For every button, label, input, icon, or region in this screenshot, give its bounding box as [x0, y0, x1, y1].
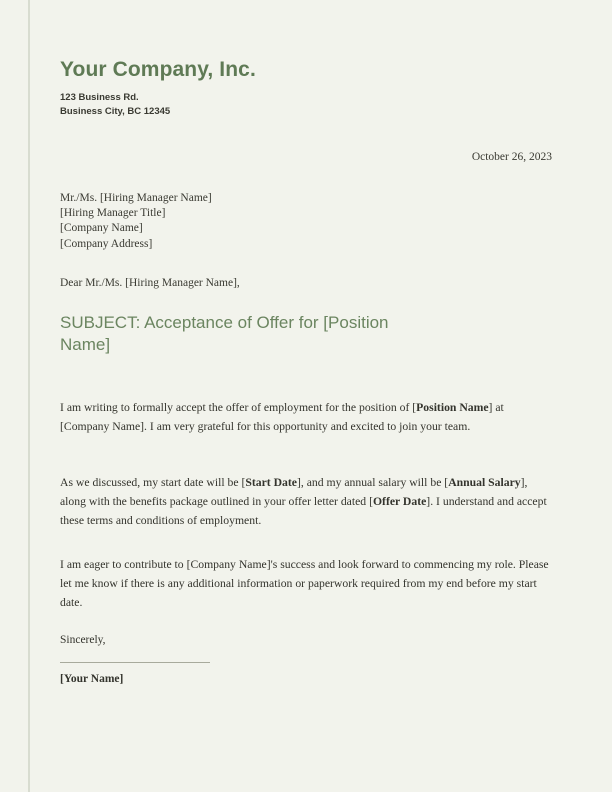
recipient-line-3: [Company Name] — [60, 222, 143, 235]
recipient-block — [60, 191, 560, 252]
signature-name: [Your Name] — [60, 672, 124, 685]
paragraph-3: I am eager to contribute to [Company Name]'s success and look forward to commencing my role. Please let me know if there is any additional information or paperwork required from my end before my start date. — [60, 557, 549, 609]
recipient-line-1: Mr./Ms. [Hiring Manager Name] — [60, 192, 212, 204]
closing-sincerely: Sincerely, — [60, 633, 106, 646]
paragraph-2-text-b: ], and my annual salary will be [ — [296, 475, 449, 489]
paragraph-1-text-a: I am writing to formally accept the offer of employment for the position of [ — [60, 400, 417, 414]
company-name: Your Company, Inc. — [60, 58, 256, 81]
company-address — [60, 91, 560, 119]
letter-date: October 26, 2023 — [471, 151, 552, 163]
paragraph-2-text-a: As we discussed, my start date will be [ — [60, 475, 246, 489]
subject-heading: SUBJECT: Acceptance of Offer for [Position Name] — [60, 312, 389, 354]
placeholder-annual-salary: Annual Salary — [448, 475, 521, 489]
paragraph-2-text-d: ]. I understand and accept these terms and conditions of employment. — [60, 494, 547, 527]
paragraph-1 — [60, 398, 550, 436]
placeholder-offer-date: Offer Date — [372, 494, 427, 508]
letter-content — [60, 0, 560, 685]
placeholder-start-date: Start Date — [245, 475, 297, 489]
salutation: Dear Mr./Ms. [Hiring Manager Name], — [60, 276, 240, 289]
recipient-line-4: [Company Address] — [60, 237, 153, 250]
company-address-line-2: Business City, BC 12345 — [60, 106, 171, 117]
signature-line — [60, 662, 210, 663]
paragraph-1-text-b: ] at [Company Name]. I am very grateful for this opportunity and excited to join your team. — [60, 400, 504, 433]
paragraph-2-text-c: ], along with the benefits package outlined in your offer letter dated [ — [60, 475, 528, 508]
recipient-line-2: [Hiring Manager Title] — [60, 207, 166, 220]
left-margin-rule — [28, 0, 30, 792]
company-address-line-1: 123 Business Rd. — [60, 92, 139, 103]
paragraph-2 — [60, 473, 550, 530]
placeholder-position-name: Position Name — [416, 400, 489, 414]
